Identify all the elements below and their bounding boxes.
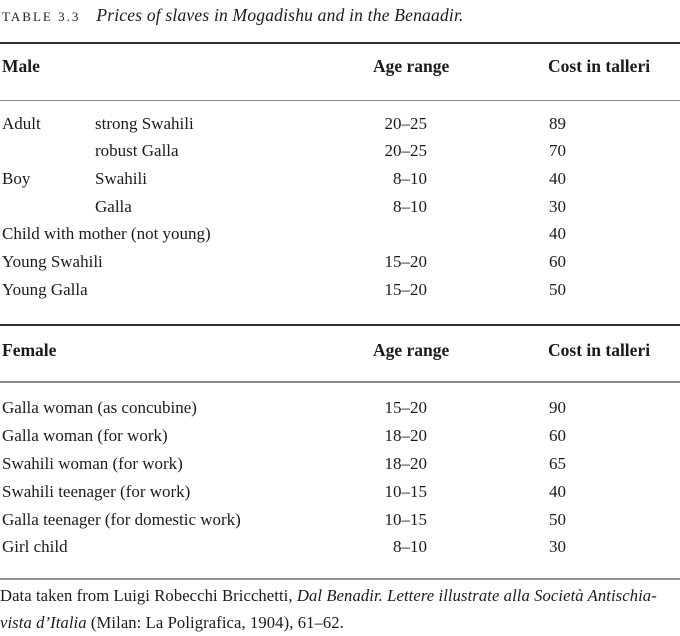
row-description: robust Galla bbox=[95, 141, 179, 161]
table-row bbox=[0, 193, 680, 221]
column-header-cost: Cost in talleri bbox=[548, 56, 651, 76]
table-row bbox=[0, 248, 680, 276]
row-category: Adult bbox=[2, 113, 41, 133]
row-age-range: 20–25 bbox=[384, 141, 427, 161]
row-age-range: 15–20 bbox=[384, 397, 427, 417]
row-category: Boy bbox=[2, 169, 31, 189]
column-header-age-range: Age range bbox=[373, 340, 450, 360]
column-header-male: Male bbox=[2, 56, 40, 76]
row-age-range: 8–10 bbox=[393, 169, 427, 189]
table-row bbox=[0, 422, 680, 450]
male-section-header bbox=[0, 56, 680, 80]
row-age-range: 15–20 bbox=[384, 279, 427, 299]
source-note-line-1 bbox=[0, 583, 680, 610]
row-cost: 60 bbox=[549, 252, 566, 272]
table-row bbox=[0, 506, 680, 534]
row-category: Young Swahili bbox=[2, 252, 103, 272]
table-row bbox=[0, 478, 680, 506]
row-age-range: 10–15 bbox=[384, 481, 427, 501]
row-cost: 30 bbox=[549, 537, 566, 557]
female-section-rows bbox=[0, 394, 680, 561]
row-age-range: 8–10 bbox=[393, 196, 427, 216]
table-caption: Prices of slaves in Mogadishu and in the Benaadir. bbox=[96, 5, 464, 25]
table-row bbox=[0, 165, 680, 193]
source-text: (Milan: La Poligrafica, 1904), 61–62. bbox=[86, 612, 344, 632]
rule-above-footnote bbox=[0, 578, 680, 580]
row-age-range: 18–20 bbox=[384, 453, 427, 473]
row-cost: 70 bbox=[549, 141, 566, 161]
source-title-italic: Dal Benadir. Lettere illustrate alla Società Antischia- bbox=[296, 586, 657, 605]
row-description: strong Swahili bbox=[95, 113, 194, 133]
rule-above-female-header bbox=[0, 324, 680, 326]
row-age-range: 18–20 bbox=[384, 425, 427, 445]
row-age-range: 8–10 bbox=[393, 537, 427, 557]
source-note bbox=[0, 583, 680, 636]
source-title-italic: vista d’Italia bbox=[0, 612, 87, 632]
table-row bbox=[0, 394, 680, 422]
male-section-rows bbox=[0, 110, 680, 303]
row-cost: 65 bbox=[549, 453, 566, 473]
column-header-female: Female bbox=[2, 340, 57, 360]
column-header-cost: Cost in talleri bbox=[548, 340, 651, 360]
row-cost: 40 bbox=[549, 481, 566, 501]
table-row bbox=[0, 276, 680, 304]
source-note-line-2 bbox=[0, 610, 680, 636]
row-age-range: 15–20 bbox=[384, 252, 427, 272]
row-cost: 89 bbox=[549, 113, 566, 133]
row-cost: 50 bbox=[549, 509, 566, 529]
table-row bbox=[0, 221, 680, 249]
female-section-header bbox=[0, 340, 680, 364]
row-age-range: 10–15 bbox=[384, 509, 427, 529]
row-cost: 40 bbox=[549, 169, 566, 189]
row-cost: 30 bbox=[549, 196, 566, 216]
row-category: Galla teenager (for domestic work) bbox=[2, 509, 241, 529]
row-category: Galla woman (as concubine) bbox=[2, 397, 197, 417]
row-category: Galla woman (for work) bbox=[2, 425, 168, 445]
table-row bbox=[0, 533, 680, 561]
table-row bbox=[0, 450, 680, 478]
row-category: Young Galla bbox=[2, 279, 88, 299]
table-number-label: TABLE 3.3 bbox=[2, 9, 81, 24]
row-description: Swahili bbox=[95, 169, 147, 189]
rule-below-male-header bbox=[0, 100, 680, 102]
row-category: Child with mother (not young) bbox=[2, 224, 211, 244]
rule-top bbox=[0, 42, 680, 44]
row-category: Swahili woman (for work) bbox=[2, 453, 183, 473]
table-title bbox=[2, 5, 464, 26]
row-cost: 60 bbox=[549, 425, 566, 445]
table-row bbox=[0, 138, 680, 166]
row-cost: 90 bbox=[549, 397, 566, 417]
table-row bbox=[0, 110, 680, 138]
column-header-age-range: Age range bbox=[373, 56, 450, 76]
row-category: Girl child bbox=[2, 537, 68, 557]
row-description: Galla bbox=[95, 196, 132, 216]
source-text: Data taken from Luigi Robecchi Bricchetti, bbox=[0, 586, 297, 605]
row-cost: 50 bbox=[549, 279, 566, 299]
row-age-range: 20–25 bbox=[384, 113, 427, 133]
row-cost: 40 bbox=[549, 224, 566, 244]
rule-below-female-header bbox=[0, 381, 680, 383]
row-category: Swahili teenager (for work) bbox=[2, 481, 191, 501]
